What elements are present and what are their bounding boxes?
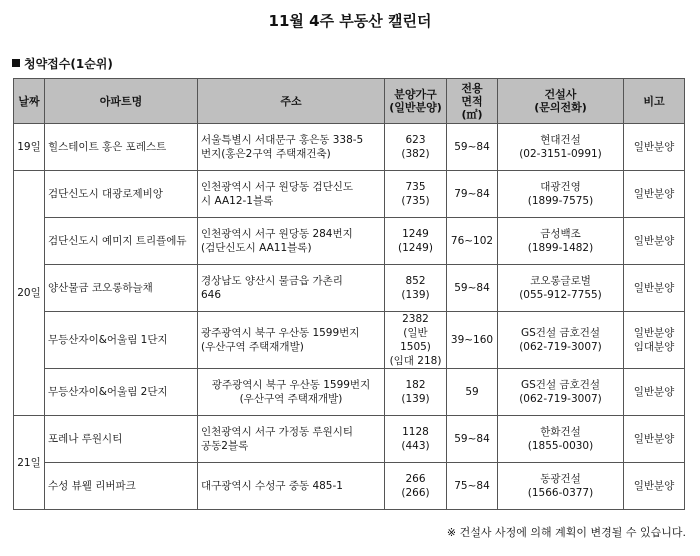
addr-line: 경상남도 양산시 물금읍 가촌리: [201, 275, 343, 287]
builder-phone: (062-719-3007): [519, 341, 602, 353]
builder-phone: (1899-7575): [527, 195, 594, 207]
units-general: (382): [401, 148, 430, 160]
header-area-line2: 면적: [461, 94, 483, 108]
date-cell: 19일: [14, 124, 45, 171]
addr-line: 서울특별시 서대문구 홍은동 338-5: [201, 134, 364, 146]
units-cell: [385, 218, 447, 265]
addr-line: (검단신도시 AA11블록): [201, 242, 312, 254]
date-cell: 20일: [14, 171, 45, 416]
builder-phone: (062-719-3007): [519, 393, 602, 405]
addr-line: (우산구역 주택재개발): [239, 393, 343, 405]
addr-cell: [198, 218, 385, 265]
page-title: 11월 4주 부동산 캘린더: [268, 12, 432, 30]
builder-name: 금성백조: [540, 228, 581, 240]
builder-name: 코오롱글로벌: [530, 275, 591, 287]
calendar-table: [13, 78, 685, 510]
addr-line: 광주광역시 북구 우산동 1599번지: [201, 327, 360, 339]
remark-line: 임대분양: [633, 341, 675, 353]
area-cell: 75~84: [447, 463, 498, 510]
table-row: [14, 463, 685, 510]
units-total: 2382: [402, 313, 429, 325]
apt-cell: 양산물금 코오롱하늘채: [45, 265, 198, 312]
builder-name: GS건설 금호건설: [521, 379, 600, 391]
addr-line: 인천광역시 서구 원당동 284번지: [201, 228, 353, 240]
builder-cell: [498, 369, 624, 416]
builder-name: 대광건영: [540, 181, 581, 193]
remark-cell: 일반분양: [624, 463, 685, 510]
apt-cell: 검단신도시 대광로제비앙: [45, 171, 198, 218]
units-general: (266): [401, 487, 430, 499]
area-cell: 39~160: [447, 312, 498, 369]
table-row: [14, 312, 685, 369]
builder-cell: [498, 171, 624, 218]
units-cell: [385, 265, 447, 312]
units-total: 735: [405, 181, 426, 193]
builder-phone: (1566-0377): [527, 487, 594, 499]
area-cell: 59: [447, 369, 498, 416]
addr-cell: [198, 171, 385, 218]
addr-cell: [198, 265, 385, 312]
table-header-row: [14, 79, 685, 124]
apt-cell: 수성 뷰웰 리버파크: [45, 463, 198, 510]
units-total: 182: [405, 379, 426, 391]
header-area: [447, 79, 498, 124]
addr-cell: [198, 312, 385, 369]
table-row: [14, 265, 685, 312]
addr-line: 공동2블록: [201, 440, 249, 452]
units-total: 623: [405, 134, 426, 146]
addr-cell: 대구광역시 수성구 중동 485-1: [198, 463, 385, 510]
header-builder-line2: (문의전화): [534, 101, 587, 114]
addr-cell: [198, 124, 385, 171]
apt-cell: 힐스테이트 홍은 포레스트: [45, 124, 198, 171]
builder-name: GS건설 금호건설: [521, 327, 600, 339]
units-general: (1249): [398, 242, 433, 254]
builder-cell: [498, 463, 624, 510]
header-addr: 주소: [198, 79, 385, 124]
remark-cell: 일반분양: [624, 124, 685, 171]
addr-cell: [198, 416, 385, 463]
apt-cell: 무등산자이&어울림 1단지: [45, 312, 198, 369]
apt-cell: 포레나 루원시티: [45, 416, 198, 463]
remark-cell: 일반분양: [624, 218, 685, 265]
area-cell: 59~84: [447, 416, 498, 463]
area-cell: 79~84: [447, 171, 498, 218]
remark-cell: 일반분양: [624, 265, 685, 312]
builder-phone: (1899-1482): [527, 242, 594, 254]
header-units: [385, 79, 447, 124]
header-apt: 아파트명: [45, 79, 198, 124]
header-date: 날짜: [14, 79, 45, 124]
header-area-line3: (㎡): [461, 107, 483, 121]
units-cell: [385, 312, 447, 369]
header-units-line1: 분양가구: [394, 88, 437, 101]
addr-line: (우산구역 주택재개발): [201, 341, 304, 353]
table-row: [14, 416, 685, 463]
units-total: 1128: [402, 426, 429, 438]
units-cell: [385, 463, 447, 510]
units-cell: [385, 369, 447, 416]
area-cell: 59~84: [447, 124, 498, 171]
units-rental: (임대 218): [389, 355, 442, 367]
builder-phone: (02-3151-0991): [519, 148, 602, 160]
addr-line: 646: [201, 289, 222, 301]
header-area-line1: 전용: [461, 81, 483, 95]
addr-line: 번지(홍은2구역 주택재건축): [201, 148, 331, 160]
builder-cell: [498, 416, 624, 463]
units-general: (139): [401, 393, 430, 405]
builder-name: 한화건설: [540, 426, 581, 438]
addr-line: 시 AA12-1블록: [201, 195, 274, 207]
table-row: [14, 171, 685, 218]
units-cell: [385, 124, 447, 171]
units-total: 1249: [402, 228, 429, 240]
header-units-line2: (일반분양): [389, 101, 442, 114]
apt-cell: 무등산자이&어울림 2단지: [45, 369, 198, 416]
section-heading: [12, 55, 113, 72]
table-row: [14, 369, 685, 416]
section-label: 청약접수(1순위): [24, 57, 113, 71]
units-general: (일반 1505): [400, 327, 431, 353]
builder-phone: (1855-0030): [527, 440, 594, 452]
units-general: (443): [401, 440, 430, 452]
units-total: 266: [405, 473, 426, 485]
date-cell: 21일: [14, 416, 45, 510]
apt-cell: 검단신도시 예미지 트리플에듀: [45, 218, 198, 265]
addr-line: 인천광역시 서구 원당동 검단신도: [201, 181, 354, 193]
addr-line: 인천광역시 서구 가정동 루원시티: [201, 426, 354, 438]
header-builder-line1: 건설사: [544, 88, 577, 101]
table-row: [14, 124, 685, 171]
header-remark: 비고: [624, 79, 685, 124]
addr-line: 광주광역시 북구 우산동 1599번지: [211, 379, 371, 391]
units-general: (139): [401, 289, 430, 301]
footnote: ※ 건설사 사정에 의해 계획이 변경될 수 있습니다.: [446, 526, 686, 539]
units-cell: [385, 171, 447, 218]
builder-cell: [498, 265, 624, 312]
area-cell: 76~102: [447, 218, 498, 265]
remark-line: 일반분양: [633, 327, 675, 339]
builder-cell: [498, 124, 624, 171]
square-bullet-icon: [12, 59, 20, 67]
table-row: [14, 218, 685, 265]
remark-cell: 일반분양: [624, 369, 685, 416]
remark-cell: [624, 312, 685, 369]
units-general: (735): [401, 195, 430, 207]
builder-cell: [498, 218, 624, 265]
builder-name: 현대건설: [540, 134, 581, 146]
units-total: 852: [405, 275, 426, 287]
header-builder: [498, 79, 624, 124]
area-cell: 59~84: [447, 265, 498, 312]
builder-phone: (055-912-7755): [519, 289, 602, 301]
builder-name: 동광건설: [540, 473, 581, 485]
addr-cell: [198, 369, 385, 416]
remark-cell: 일반분양: [624, 171, 685, 218]
remark-cell: 일반분양: [624, 416, 685, 463]
units-cell: [385, 416, 447, 463]
builder-cell: [498, 312, 624, 369]
